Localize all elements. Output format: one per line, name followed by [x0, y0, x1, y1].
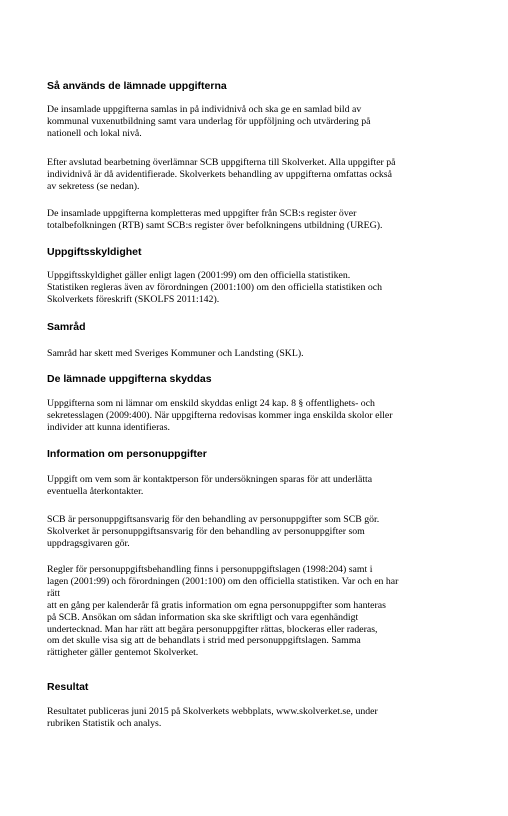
text-line: Efter avslutad bearbetning överlämnar SCB uppgifterna till Skolverket. Alla uppgifter på [47, 157, 396, 168]
text-line: De insamlade uppgifterna kompletteras med uppgifter från SCB:s register över [47, 208, 357, 219]
paragraph [47, 270, 467, 306]
section-heading-personal-data: Information om personuppgifter [47, 448, 207, 460]
text-line: Resultatet publiceras juni 2015 på Skolverkets webbplats, www.skolverket.se, under [47, 706, 378, 717]
text-line: på SCB. Ansökan om sådan information ska ske skriftligt och vara egenhändigt [47, 611, 359, 623]
paragraph [47, 398, 467, 434]
text-line: nationell och lokal nivå. [47, 127, 142, 139]
text-line: Skolverket är personuppgiftsansvarig för den behandling av personuppgifter som [47, 525, 365, 537]
text-line: om det skulle visa sig att de behandlats i strid med personuppgiftslagen. Samma [47, 635, 361, 647]
paragraph [47, 157, 467, 193]
text-line: Uppgift om vem som är kontaktperson för undersökningen sparas för att underlätta [47, 474, 373, 485]
text-line: individnivå är då avidentifierade. Skolverkets behandling av uppgifterna omfattas också [47, 168, 392, 180]
text-line: Statistiken regleras även av förordningen (2001:100) om den officiella statistiken och [47, 281, 382, 293]
text-line: Uppgiftsskyldighet gäller enligt lagen (2001:99) om den officiella statistiken. [47, 270, 351, 281]
paragraph [47, 564, 467, 659]
text-line: eventuella återkontakter. [47, 485, 144, 497]
section-heading-consultation: Samråd [47, 321, 86, 333]
text-line: sekretesslagen (2009:400). När uppgifterna redovisas kommer inga enskilda skolor eller [47, 409, 393, 421]
text-line: Skolverkets föreskrift (SKOLFS 2011:142). [47, 293, 220, 305]
paragraph [47, 706, 467, 730]
text-line: individer att kunna identifieras. [47, 421, 170, 433]
text-line: kommunal vuxenutbildning samt vara underlag för uppföljning och utvärdering på [47, 115, 371, 127]
text-line: totalbefolkningen (RTB) samt SCB:s register över befolkningens utbildning (UREG). [47, 219, 383, 231]
section-heading-usage: Så används de lämnade uppgifterna [47, 80, 227, 92]
text-line: SCB är personuppgiftsansvarig för den behandling av personuppgifter som SCB gör. [47, 514, 380, 525]
text-line: rätt [47, 587, 61, 599]
text-line: rättigheter gäller gentemot Skolverket. [47, 647, 199, 659]
text-line: De insamlade uppgifterna samlas in på individnivå och ska ge en samlad bild av [47, 104, 362, 115]
text-line: uppdragsgivaren gör. [47, 537, 130, 549]
paragraph [47, 208, 467, 232]
paragraph [47, 104, 467, 140]
text-line: Uppgifterna som ni lämnar om enskild skyddas enligt 24 kap. 8 § offentlighets- och [47, 398, 375, 409]
text-line: av sekretess (se nedan). [47, 180, 140, 192]
text-line: rubriken Statistik och analys. [47, 717, 162, 729]
section-heading-obligation: Uppgiftsskyldighet [47, 246, 142, 258]
section-heading-results: Resultat [47, 681, 89, 693]
paragraph [47, 348, 467, 360]
text-line: att en gång per kalenderår få gratis information om egna personuppgifter som hanteras [47, 599, 386, 611]
paragraph [47, 474, 467, 498]
paragraph [47, 514, 467, 550]
text-line: lagen (2001:99) och förordningen (2001:100) om den officiella statistiken. Var och en har [47, 575, 399, 587]
text-line: Regler för personuppgiftsbehandling finns i personuppgiftslagen (1998:204) samt i [47, 564, 373, 575]
text-line: undertecknad. Man har rätt att begära personuppgifter rättas, blockeras eller raderas, [47, 623, 378, 635]
section-heading-protection: De lämnade uppgifterna skyddas [47, 373, 212, 385]
text-line: Samråd har skett med Sveriges Kommuner och Landsting (SKL). [47, 348, 304, 359]
